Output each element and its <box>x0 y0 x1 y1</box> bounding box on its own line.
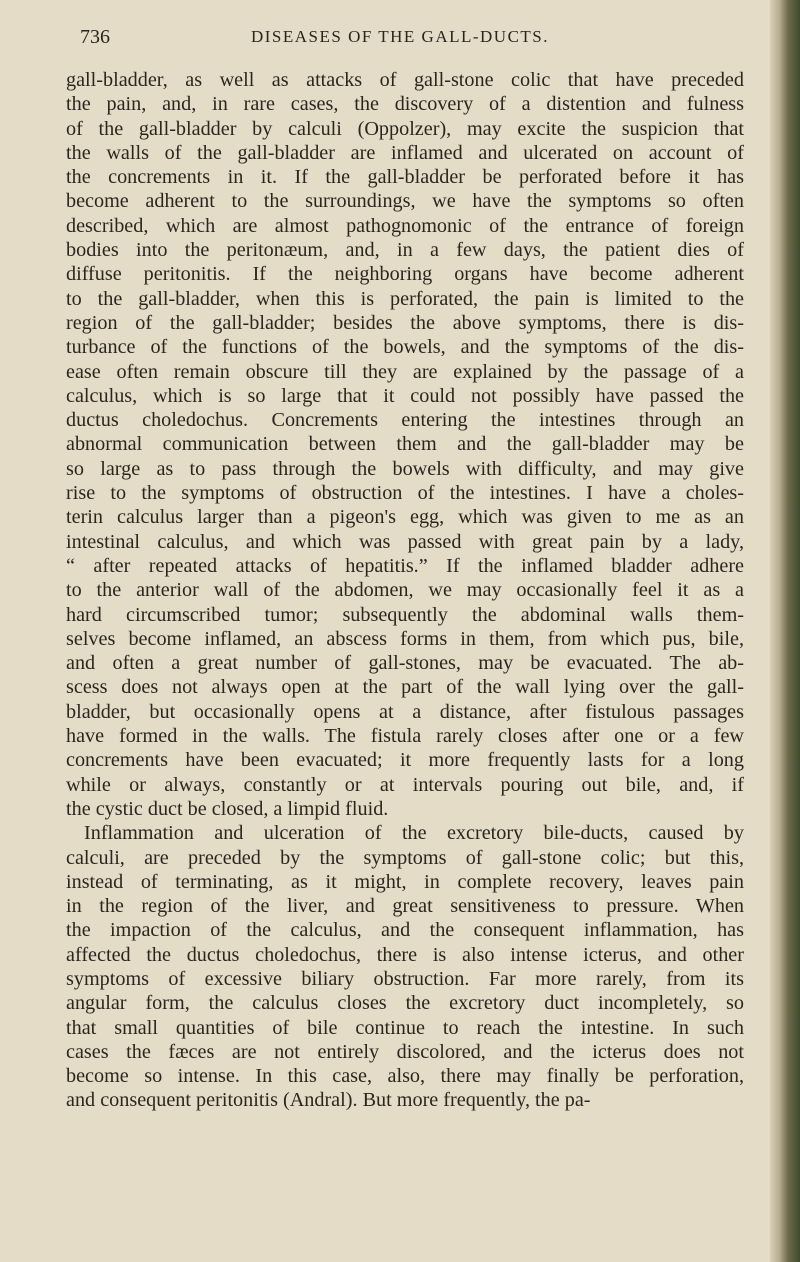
text-line: calculi, are preceded by the symptoms of gall-stone colic; but this, <box>66 846 744 869</box>
text-line: turbance of the functions of the bowels, and the symptoms of the dis- <box>66 336 744 359</box>
text-line: gall-bladder, as well as attacks of gall-stone colic that have preceded <box>66 69 744 91</box>
running-title: DISEASES OF THE GALL-DUCTS. <box>250 27 550 46</box>
body-text <box>66 68 744 1113</box>
text-line: so large as to pass through the bowels with difficulty, and may give <box>66 457 744 480</box>
text-line: concrements have been evacuated; it more frequently lasts for a long <box>66 749 744 772</box>
text-line: bladder, but occasionally opens at a distance, after fistulous passages <box>66 700 744 723</box>
text-line: become so intense. In this case, also, there may finally be perforation, <box>66 1065 744 1088</box>
text-line: diffuse peritonitis. If the neighboring organs have become adherent <box>66 263 744 286</box>
text-line: to the anterior wall of the abdomen, we may occasionally feel it as a <box>66 579 744 602</box>
text-line: rise to the symptoms of obstruction of the intestines. I have a choles- <box>66 482 744 505</box>
text-line: the pain, and, in rare cases, the discovery of a distention and fulness <box>66 93 744 116</box>
text-line: the impaction of the calculus, and the consequent inflammation, has <box>66 919 744 942</box>
text-line: the concrements in it. If the gall-bladder be perforated before it has <box>66 166 744 189</box>
text-line: terin calculus larger than a pigeon's egg, which was given to me as an <box>66 506 744 529</box>
text-line: and often a great number of gall-stones, may be evacuated. The ab- <box>66 652 744 675</box>
page-edge <box>770 0 800 1262</box>
text-line: scess does not always open at the part of the wall lying over the gall- <box>66 676 744 699</box>
text-line: instead of terminating, as it might, in complete recovery, leaves pain <box>66 870 744 893</box>
text-line: while or always, constantly or at intervals pouring out bile, and, if <box>66 773 744 796</box>
text-line: described, which are almost pathognomonic of the entrance of foreign <box>66 214 744 237</box>
text-line: angular form, the calculus closes the excretory duct incompletely, so <box>66 992 744 1015</box>
text-line: symptoms of excessive biliary obstruction. Far more rarely, from its <box>66 967 744 990</box>
text-line: in the region of the liver, and great sensitiveness to pressure. When <box>66 895 744 918</box>
text-line: have formed in the walls. The fistula rarely closes after one or a few <box>66 725 744 748</box>
text-line: of the gall-bladder by calculi (Oppolzer), may excite the suspicion that <box>66 117 744 140</box>
text-line: affected the ductus choledochus, there is also intense icterus, and other <box>66 943 744 966</box>
text-line: and consequent peritonitis (Andral). But more frequently, the pa- <box>66 1089 591 1112</box>
text-line: cases the fæces are not entirely discolored, and the icterus does not <box>66 1040 744 1063</box>
text-line: region of the gall-bladder; besides the above symptoms, there is dis- <box>66 311 744 334</box>
text-line: selves become inflamed, an abscess forms in them, from which pus, bile, <box>66 627 744 650</box>
text-line: intestinal calculus, and which was passed with great pain by a lady, <box>66 530 744 553</box>
text-line: bodies into the peritonæum, and, in a few days, the patient dies of <box>66 239 744 262</box>
text-line: abnormal communication between them and the gall-bladder may be <box>66 433 744 456</box>
page-number: 736 <box>80 26 110 48</box>
text-line: ductus choledochus. Concrements entering the intestines through an <box>66 409 744 432</box>
text-line: become adherent to the surroundings, we have the symptoms so often <box>66 190 744 213</box>
text-line: “ after repeated attacks of hepatitis.” If the inflamed bladder adhere <box>66 554 744 577</box>
text-line: ease often remain obscure till they are explained by the passage of a <box>66 360 744 383</box>
page-header <box>80 22 720 52</box>
text-line: hard circumscribed tumor; subsequently the abdominal walls them- <box>66 603 744 626</box>
text-line: Inflammation and ulceration of the excretory bile-ducts, caused by <box>84 822 744 845</box>
text-line: the cystic duct be closed, a limpid fluid. <box>66 797 389 820</box>
text-line: to the gall-bladder, when this is perforated, the pain is limited to the <box>66 287 744 310</box>
text-line: that small quantities of bile continue to reach the intestine. In such <box>66 1016 744 1039</box>
text-line: the walls of the gall-bladder are inflamed and ulcerated on account of <box>66 141 744 164</box>
text-line: calculus, which is so large that it could not possibly have passed the <box>66 384 744 407</box>
